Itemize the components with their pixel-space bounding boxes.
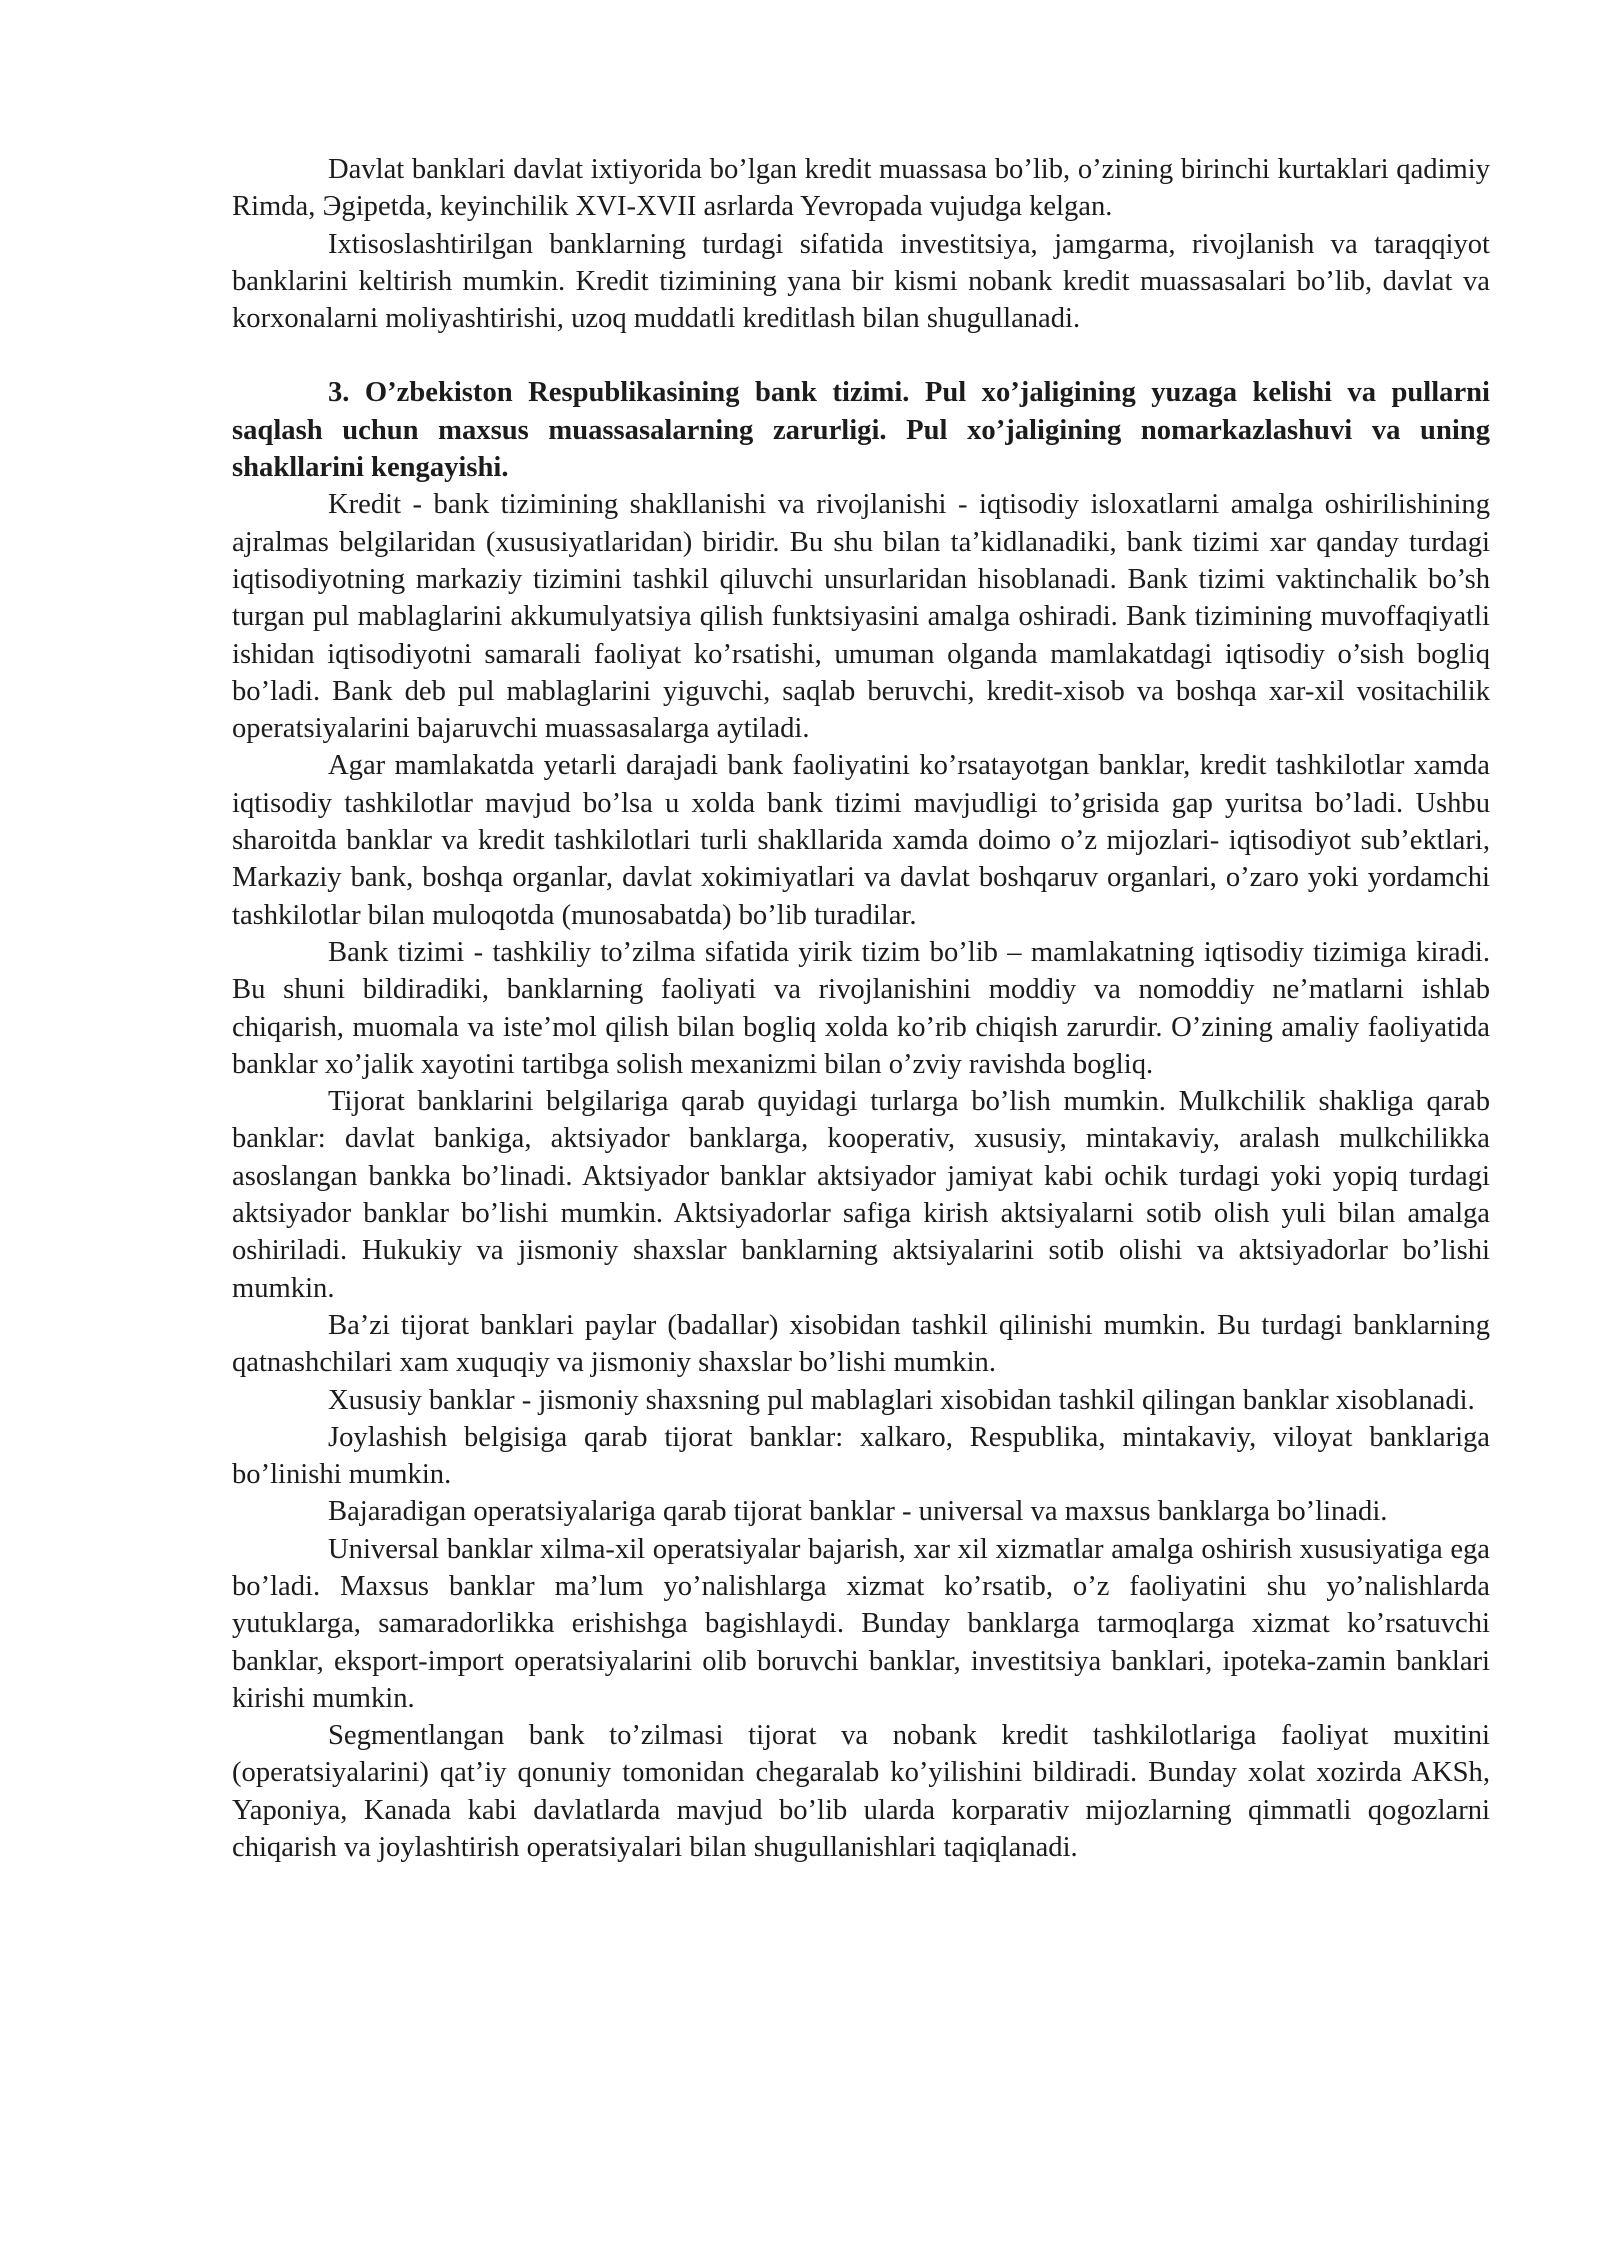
section-spacer — [232, 337, 1490, 374]
paragraph: Davlat banklari davlat ixtiyorida bo’lgan kredit muassasa bo’lib, o’zining birinchi kurtaklari qadimiy Rimda, Эgipetda, keyinchilik XVI-XVII asrlarda Yevropada vujudga kelgan. — [232, 154, 1490, 223]
document-page — [232, 151, 1490, 1866]
paragraph: Ixtisoslashtirilgan banklarning turdagi sifatida investitsiya, jamgarma, rivojlanish va taraqqiyot banklarini keltirish mumkin. Kredit tizimining yana bir kismi nobank kredit muassasalari bo’lib, davlat va korxonalarni moliyashtirishi, uzoq muddatli kreditlash bilan shugullanadi. — [232, 228, 1490, 335]
paragraph: Tijorat banklarini belgilariga qarab quyidagi turlarga bo’lish mumkin. Mulkchilik shakliga qarab banklar: davlat bankiga, aktsiyador banklarga, kooperativ, xususiy, mintakaviy, aralash mulkchilikka asoslangan bankka bo’linadi. Aktsiyador banklar aktsiyador jamiyat kabi ochik turdagi yoki yopiq turdagi aktsiyador banklar bo’lishi mumkin. Aktsiyadorlar safiga kirish aktsiyalarni sotib olish yuli bilan amalga oshiriladi. Hukukiy va jismoniy shaxslar banklarning aktsiyalarini sotib olishi va aktsiyadorlar bo’lishi mumkin. — [232, 1086, 1490, 1304]
paragraph: Joylashish belgisiga qarab tijorat banklar: xalkaro, Respublika, mintakaviy, viloyat banklariga bo’linishi mumkin. — [232, 1421, 1490, 1491]
paragraph: Bajaradigan operatsiyalariga qarab tijorat banklar - universal va maxsus banklarga bo’linadi. — [328, 1496, 1388, 1528]
paragraph: Agar mamlakatda yetarli darajadi bank faoliyatini ko’rsatayotgan banklar, kredit tashkilotlar xamda iqtisodiy tashkilotlar mavjud bo’lsa u xolda bank tizimi mavjudligi to’grisida gap yuritsa bo’ladi. Ushbu sharoitda banklar va kredit tashkilotlari turli shakllarida xamda doimo o’z mijozlari- iqtisodiyot sub’ektlari, Markaziy bank, boshqa organlar, davlat xokimiyatlari va davlat boshqaruv organlari, o’zaro yoki yordamchi tashkilotlar bilan muloqotda (munosabatda) bo’lib turadilar. — [232, 750, 1490, 931]
paragraph: Segmentlangan bank to’zilmasi tijorat va nobank kredit tashkilotlariga faoliyat muxitini (operatsiyalarini) qat’iy qonuniy tomonidan chegaralab ko’yilishini bildiradi. Bunday xolat xozirda AKSh, Yaponiya, Kanada kabi davlatlarda mavjud bo’lib ularda korparativ mijozlarning qimmatli qogozlarni chiqarish va joylashtirish operatsiyalari bilan shugullanishlari taqiqlanadi. — [232, 1720, 1490, 1864]
paragraph: Universal banklar xilma-xil operatsiyalar bajarish, xar xil xizmatlar amalga oshirish xususiyatiga ega bo’ladi. Maxsus banklar ma’lum yo’nalishlarga xizmat ko’rsatib, o’z faoliyatini shu yo’nalishlarda yutuklarga, samaradorlikka erishishga bagishlaydi. Bunday banklarga tarmoqlarga xizmat ko’rsatuvchi banklar, eksport-import operatsiyalarini olib boruvchi banklar, investitsiya banklari, ipoteka-zamin banklari kirishi mumkin. — [232, 1533, 1490, 1714]
paragraph: Bank tizimi - tashkiliy to’zilma sifatida yirik tizim bo’lib – mamlakatning iqtisodiy tizimiga kiradi. Bu shuni bildiradiki, banklarning faoliyati va rivojlanishini moddiy va nomoddiy ne’matlarni ishlab chiqarish, muomala va iste’mol qilish bilan bogliq xolda ko’rib chiqish zarurdir. O’zining amaliy faoliyatida banklar xo’jalik xayotini tartibga solish mexanizmi bilan o’zviy ravishda bogliq. — [232, 936, 1490, 1080]
paragraph: Kredit - bank tizimining shakllanishi va rivojlanishi - iqtisodiy isloxatlarni amalga oshirilishining ajralmas belgilaridan (xususiyatlaridan) biridir. Bu shu bilan ta’kidlanadiki, bank tizimi xar qanday turdagi iqtisodiyotning markaziy tizimini tashkil qiluvchi unsurlaridan hisoblanadi. Bank tizimi vaktinchalik bo’sh turgan pul mablaglarini akkumulyatsiya qilish funktsiyasini amalga oshiradi. Bank tizimining muvoffaqiyatli ishidan iqtisodiyotni samarali faoliyat ko’rsatishi, umuman olganda mamlakatdagi iqtisodiy o’sish bogliq bo’ladi. Bank deb pul mablaglarini yiguvchi, saqlab beruvchi, kredit-xisob va boshqa xar-xil vositachilik operatsiyalarini bajaruvchi muassasalarga aytiladi. — [232, 489, 1490, 745]
paragraph: Ba’zi tijorat banklari paylar (badallar) xisobidan tashkil qilinishi mumkin. Bu turdagi banklarning qatnashchilari xam xuquqiy va jismoniy shaxslar bo’lishi mumkin. — [232, 1309, 1490, 1379]
section-heading: 3. O’zbekiston Respublikasining bank tizimi. Pul xo’jaligining yuzaga kelishi va pullarni saqlash uchun maxsus muassasalarning zarurligi. Pul xo’jaligining nomarkazlashuvi va uning shakllarini kengayishi. — [232, 377, 1490, 484]
paragraph: Xususiy banklar - jismoniy shaxsning pul mablaglari xisobidan tashkil qilingan banklar xisoblanadi. — [328, 1384, 1475, 1416]
